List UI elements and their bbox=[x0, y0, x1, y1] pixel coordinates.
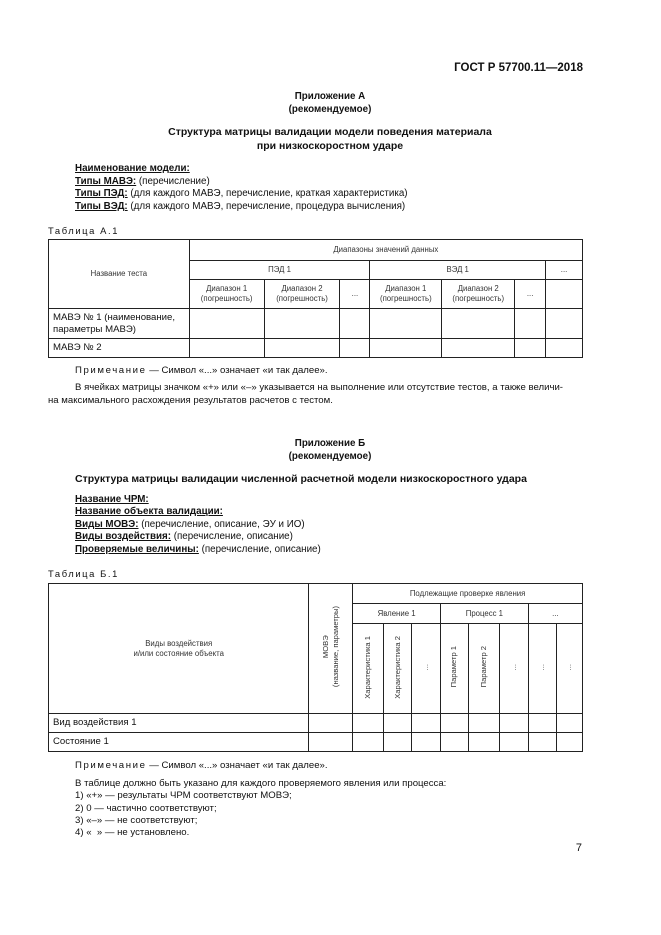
ped-header: ПЭД 1 bbox=[189, 261, 370, 280]
range-2-header: Диапазон 2 (погрешность) bbox=[442, 280, 515, 309]
phenomena-header: Подлежащие проверке явления bbox=[353, 584, 583, 604]
process-1-header: Процесс 1 bbox=[440, 604, 528, 624]
annex-b-field: Виды МОВЭ: (перечисление, описание, ЭУ и ИО) bbox=[75, 519, 305, 530]
annex-a-field: Типы ПЭД: (для каждого МАВЭ, перечисление, краткая характеристика) bbox=[75, 188, 408, 199]
annex-a-heading-line1: Структура матрицы валидации модели поведения материала bbox=[168, 126, 492, 138]
ranges-header: Диапазоны значений данных bbox=[189, 240, 582, 261]
characteristic-2-header: Характеристика 2 bbox=[384, 624, 412, 714]
annex-a-title: Приложение А bbox=[294, 91, 366, 102]
parameter-2-header: Параметр 2 bbox=[468, 624, 499, 714]
ellipsis-cell: ... bbox=[340, 280, 370, 309]
annex-a-note: Примечание — Символ «...» означает «и так далее». bbox=[75, 365, 328, 376]
ved-header: ВЭД 1 bbox=[370, 261, 546, 280]
ellipsis-cell: ... bbox=[546, 261, 583, 280]
ellipsis-cell: ... bbox=[528, 624, 556, 714]
annex-a-field: Типы ВЭД: (для каждого МАВЭ, перечисление, процедура вычисления) bbox=[75, 201, 406, 212]
annex-b-list-item: 4) « » — не установлено. bbox=[75, 827, 190, 838]
ellipsis-cell: ... bbox=[499, 624, 528, 714]
annex-b-note: Примечание — Символ «...» означает «и так далее». bbox=[75, 760, 328, 771]
annex-a-status: (рекомендуемое) bbox=[288, 104, 372, 115]
page-number: 7 bbox=[575, 842, 582, 854]
annex-b-field: Проверяемые величины: (перечисление, описание) bbox=[75, 544, 321, 555]
range-2-header: Диапазон 2 (погрешность) bbox=[264, 280, 340, 309]
table-b1 bbox=[48, 583, 583, 752]
annex-b-heading: Структура матрицы валидации численной расчетной модели низкоскоростного удара bbox=[75, 473, 527, 485]
table-a1 bbox=[48, 239, 583, 358]
range-1-header: Диапазон 1 (погрешность) bbox=[189, 280, 264, 309]
annex-a-paragraph-line2: на максимального расхождения результатов расчетов с тестом. bbox=[48, 395, 333, 406]
phenomenon-1-header: Явление 1 bbox=[353, 604, 441, 624]
impact-header: Виды воздействия и/или состояние объекта bbox=[49, 584, 309, 714]
ellipsis-cell: ... bbox=[412, 624, 441, 714]
table-row-label: МАВЭ № 2 bbox=[49, 339, 190, 358]
table-row-label: МАВЭ № 1 (наименование, параметры МАВЭ) bbox=[49, 309, 190, 339]
movz-header: МОВЭ (название, параметры) bbox=[309, 584, 353, 714]
annex-b-field: Виды воздействия: (перечисление, описание) bbox=[75, 531, 293, 542]
ellipsis-cell: ... bbox=[556, 624, 582, 714]
range-1-header: Диапазон 1 (погрешность) bbox=[370, 280, 442, 309]
annex-a-heading-line2: при низкоскоростном ударе bbox=[256, 140, 404, 152]
table-row-label: Состояние 1 bbox=[49, 733, 309, 752]
annex-a-field: Типы МАВЭ: (перечисление) bbox=[75, 176, 210, 187]
annex-b-list-item: 2) 0 — частично соответствуют; bbox=[75, 803, 217, 814]
annex-b-list-item: 3) «–» — не соответствуют; bbox=[75, 815, 198, 826]
ellipsis-cell: ... bbox=[528, 604, 582, 624]
empty-cell bbox=[546, 280, 583, 309]
ellipsis-cell: ... bbox=[515, 280, 546, 309]
annex-b-field: Название ЧРМ: bbox=[75, 494, 149, 505]
annex-b-title: Приложение Б bbox=[294, 438, 366, 449]
annex-a-field: Наименование модели: bbox=[75, 163, 190, 174]
table-b1-caption: Таблица Б.1 bbox=[48, 568, 119, 579]
table-a1-caption: Таблица А.1 bbox=[48, 225, 120, 236]
test-name-header: Название теста bbox=[49, 240, 190, 309]
annex-b-status: (рекомендуемое) bbox=[288, 451, 372, 462]
document-header: ГОСТ Р 57700.11—2018 bbox=[454, 62, 583, 74]
annex-b-field: Название объекта валидации: bbox=[75, 506, 223, 517]
annex-b-intro: В таблице должно быть указано для каждого проверяемого явления или процесса: bbox=[75, 778, 447, 789]
annex-b-list-item: 1) «+» — результаты ЧРМ соответствуют МОВЭ; bbox=[75, 790, 292, 801]
parameter-1-header: Параметр 1 bbox=[440, 624, 468, 714]
annex-a-paragraph-line1: В ячейках матрицы значком «+» или «–» указывается на выполнение или отсутствие тестов, а также величи- bbox=[75, 382, 563, 393]
table-row-label: Вид воздействия 1 bbox=[49, 714, 309, 733]
characteristic-1-header: Характеристика 1 bbox=[353, 624, 384, 714]
